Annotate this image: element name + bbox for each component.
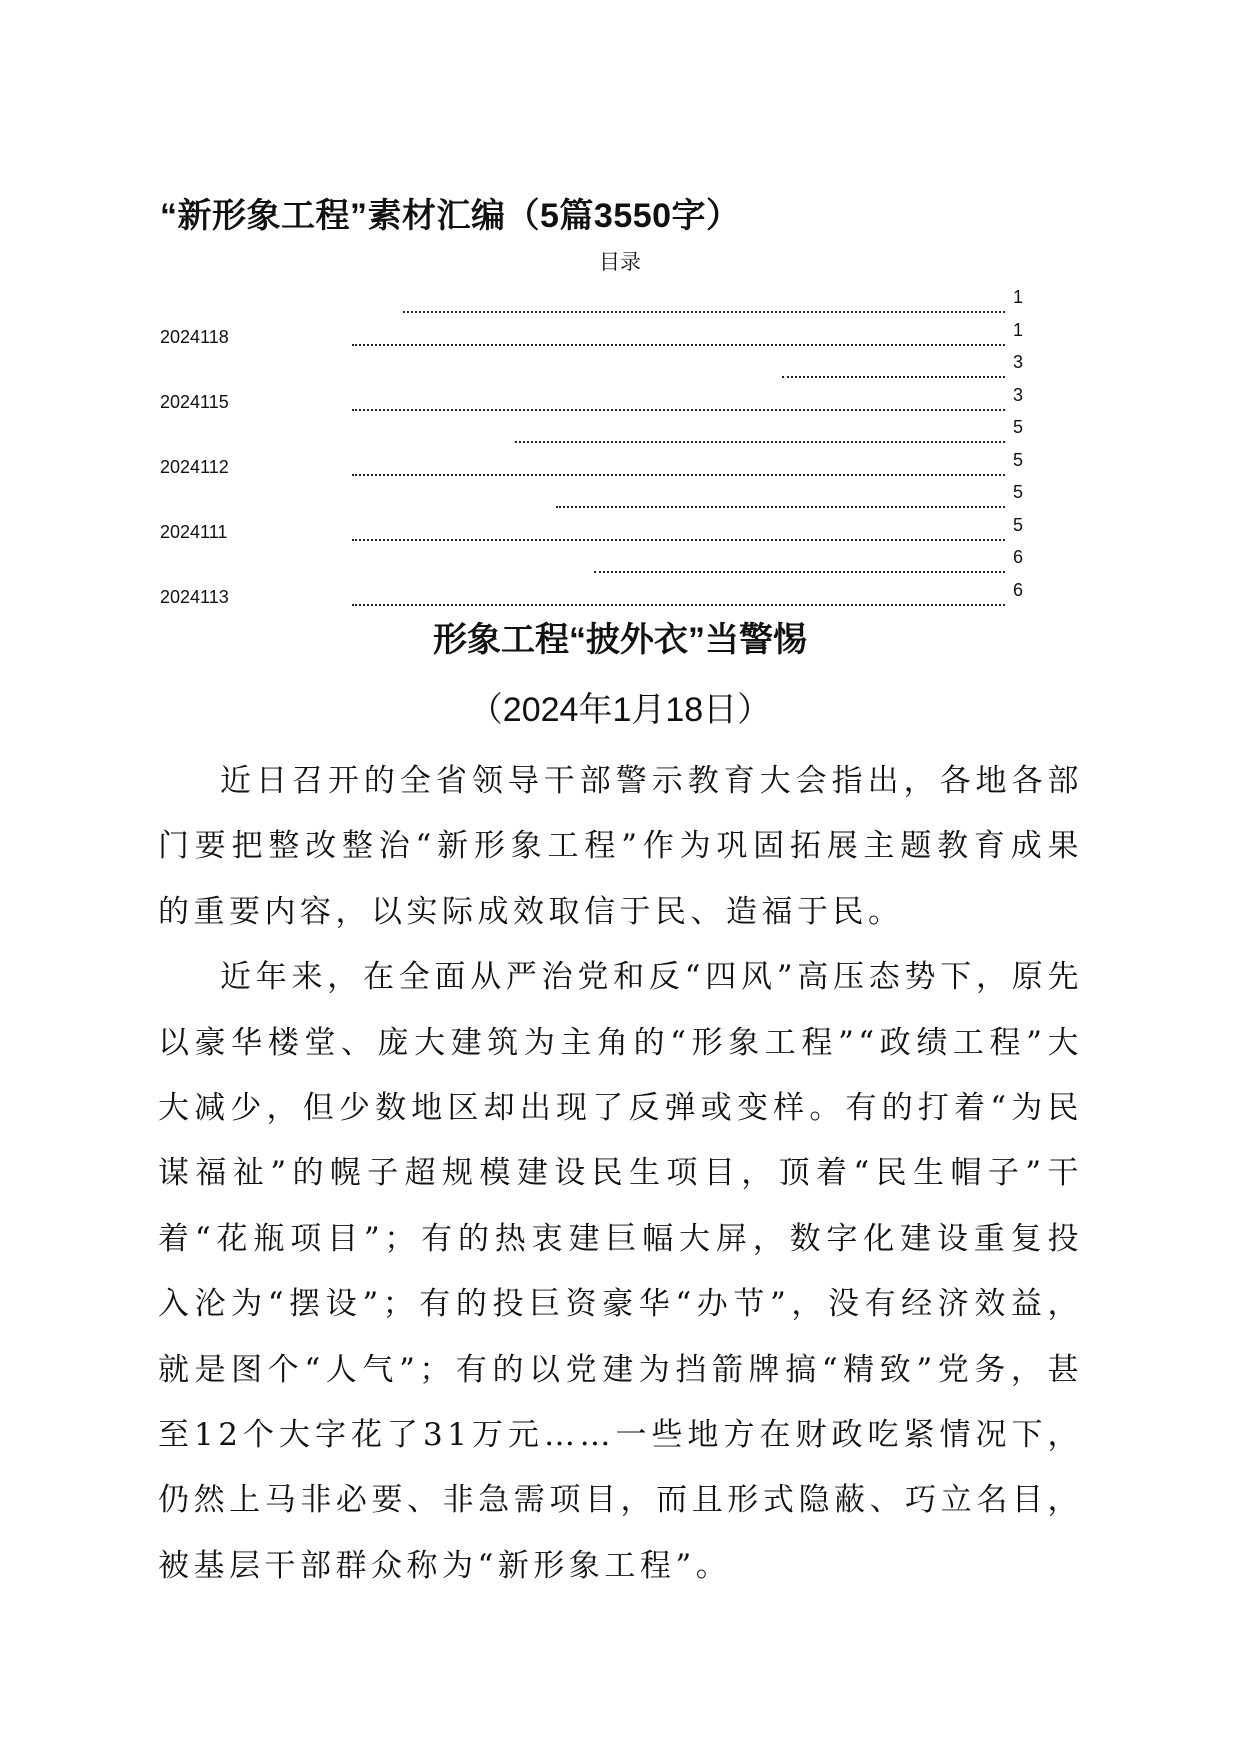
article-date: （2024年1月18日） — [468, 691, 772, 729]
toc-dot-leader — [352, 395, 1005, 411]
toc-entry[interactable] — [160, 316, 1023, 349]
toc-entry[interactable] — [160, 511, 1023, 544]
toc-dot-leader — [352, 590, 1005, 606]
toc-dot-leader — [782, 362, 1005, 378]
toc-entry[interactable] — [160, 413, 1023, 446]
toc-dot-leader — [594, 557, 1005, 573]
article-body — [158, 749, 1083, 1599]
toc-dot-leader — [515, 427, 1005, 443]
toc-dot-leader — [556, 492, 1005, 508]
article-title: 形象工程“披外衣”当警惕 — [433, 621, 807, 659]
toc-entry-page: 5 — [1012, 449, 1023, 470]
toc-entry[interactable] — [160, 543, 1023, 576]
toc-entry-page: 3 — [1012, 384, 1023, 405]
article-paragraph: 近日召开的全省领导干部警示教育大会指出，各地各部门要把整改整治“新形象工程”作为巩固拓展主题教育成果的重要内容，以实际成效取信于民、造福于民。 — [158, 763, 1083, 930]
toc-entry-page: 6 — [1012, 547, 1023, 567]
toc-dot-leader — [352, 330, 1005, 346]
toc-entry-page: 5 — [1012, 417, 1023, 437]
toc-entry-page: 5 — [1012, 482, 1023, 502]
toc-entry-label: 2024115 — [160, 391, 229, 412]
toc-entry[interactable] — [160, 478, 1023, 511]
toc-entry[interactable] — [160, 446, 1023, 479]
toc-entry[interactable] — [160, 283, 1023, 316]
toc-entry-page: 1 — [1012, 319, 1023, 340]
table-of-contents — [160, 283, 1023, 608]
toc-entry[interactable] — [160, 381, 1023, 414]
toc-entry[interactable] — [160, 576, 1023, 609]
toc-dot-leader — [352, 525, 1005, 541]
document-title: “新形象工程”素材汇编（5篇3550字） — [160, 197, 741, 235]
article-paragraph: 近年来，在全面从严治党和反“四风”高压态势下，原先以豪华楼堂、庞大建筑为主角的“形象工程”“政绩工程”大大减少，但少数地区却出现了反弹或变样。有的打着“为民谋福祉”的幌子超规模建设民生项目，顶着“民生帽子”干着“花瓶项目”；有的热衷建巨幅大屏，数字化建设重复投入沦为“摆设”；有的投巨资豪华“办节”，没有经济效益，就是图个“人气”；有的以党建为挡箭牌搞“精致”党务，甚至12个大字花了31万元……一些地方在财政吃紧情况下，仍然上马非必要、非急需项目，而且形式隐蔽、巧立名目，被基层干部群众称为“新形象工程”。 — [158, 959, 1083, 1584]
toc-entry-label: 2024111 — [160, 521, 228, 542]
toc-entry-label: 2024118 — [160, 326, 229, 347]
toc-entry-label: 2024112 — [160, 456, 229, 477]
toc-entry-page: 3 — [1012, 352, 1023, 372]
toc-entry[interactable] — [160, 348, 1023, 381]
toc-entry-page: 1 — [1012, 287, 1023, 307]
toc-entry-page: 5 — [1012, 514, 1023, 535]
toc-heading: 目录 — [599, 251, 641, 274]
toc-entry-page: 6 — [1012, 579, 1023, 600]
toc-entry-label: 2024113 — [160, 586, 229, 607]
toc-dot-leader — [403, 297, 1005, 313]
toc-dot-leader — [352, 460, 1005, 476]
